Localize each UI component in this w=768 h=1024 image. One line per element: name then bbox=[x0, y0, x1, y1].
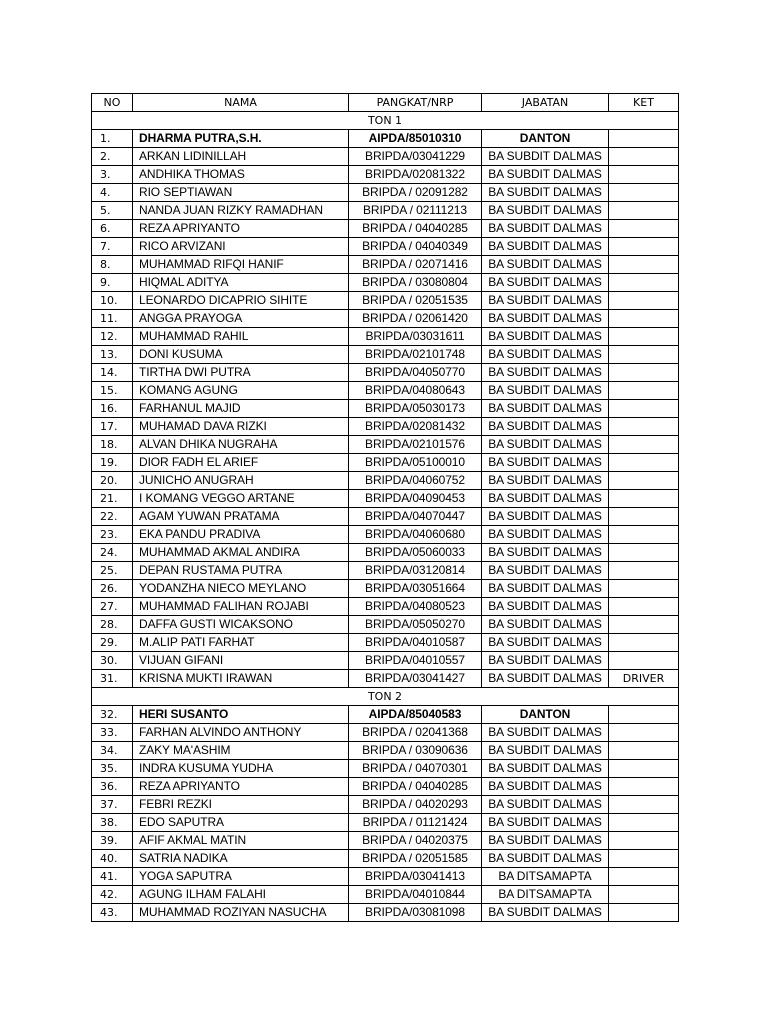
cell-nama: DAFFA GUSTI WICAKSONO bbox=[133, 616, 349, 634]
cell-no: 39. bbox=[92, 832, 133, 850]
cell-no: 29. bbox=[92, 634, 133, 652]
cell-no: 12. bbox=[92, 328, 133, 346]
cell-nama: KOMANG AGUNG bbox=[133, 382, 349, 400]
table-row bbox=[92, 850, 679, 868]
cell-jabatan: BA SUBDIT DALMAS bbox=[482, 832, 609, 850]
cell-pangkat: BRIPDA/04010557 bbox=[349, 652, 482, 670]
table-row bbox=[92, 598, 679, 616]
table-row bbox=[92, 274, 679, 292]
cell-pangkat: BRIPDA/05100010 bbox=[349, 454, 482, 472]
cell-ket bbox=[609, 526, 679, 544]
table-row bbox=[92, 904, 679, 922]
cell-jabatan: BA SUBDIT DALMAS bbox=[482, 724, 609, 742]
cell-pangkat: BRIPDA / 02051535 bbox=[349, 292, 482, 310]
table-row bbox=[92, 220, 679, 238]
section-row bbox=[92, 688, 679, 706]
cell-ket bbox=[609, 562, 679, 580]
cell-nama: ANGGA PRAYOGA bbox=[133, 310, 349, 328]
cell-pangkat: BRIPDA/03041229 bbox=[349, 148, 482, 166]
cell-ket bbox=[609, 778, 679, 796]
cell-pangkat: BRIPDA/04070447 bbox=[349, 508, 482, 526]
table-row bbox=[92, 760, 679, 778]
cell-no: 25. bbox=[92, 562, 133, 580]
cell-ket bbox=[609, 418, 679, 436]
cell-jabatan: BA SUBDIT DALMAS bbox=[482, 760, 609, 778]
cell-ket bbox=[609, 634, 679, 652]
table-row bbox=[92, 364, 679, 382]
cell-nama: MUHAMMAD AKMAL ANDIRA bbox=[133, 544, 349, 562]
cell-ket bbox=[609, 544, 679, 562]
cell-no: 2. bbox=[92, 148, 133, 166]
cell-no: 32. bbox=[92, 706, 133, 724]
cell-no: 43. bbox=[92, 904, 133, 922]
table-row bbox=[92, 148, 679, 166]
cell-jabatan: BA DITSAMAPTA bbox=[482, 886, 609, 904]
cell-nama: MUHAMMAD FALIHAN ROJABI bbox=[133, 598, 349, 616]
cell-no: 18. bbox=[92, 436, 133, 454]
cell-jabatan: BA SUBDIT DALMAS bbox=[482, 220, 609, 238]
cell-ket bbox=[609, 886, 679, 904]
cell-jabatan: BA SUBDIT DALMAS bbox=[482, 814, 609, 832]
header-nama: NAMA bbox=[133, 94, 349, 112]
cell-ket bbox=[609, 346, 679, 364]
cell-ket bbox=[609, 148, 679, 166]
cell-pangkat: BRIPDA/05030173 bbox=[349, 400, 482, 418]
table-row bbox=[92, 166, 679, 184]
cell-no: 42. bbox=[92, 886, 133, 904]
table-row bbox=[92, 526, 679, 544]
cell-nama: FEBRI REZKI bbox=[133, 796, 349, 814]
table-row bbox=[92, 868, 679, 886]
cell-ket bbox=[609, 382, 679, 400]
cell-ket bbox=[609, 238, 679, 256]
cell-jabatan: BA SUBDIT DALMAS bbox=[482, 382, 609, 400]
cell-pangkat: BRIPDA / 04070301 bbox=[349, 760, 482, 778]
cell-ket: DRIVER bbox=[609, 670, 679, 688]
table-row bbox=[92, 490, 679, 508]
cell-jabatan: BA SUBDIT DALMAS bbox=[482, 202, 609, 220]
cell-nama: EDO SAPUTRA bbox=[133, 814, 349, 832]
cell-nama: VIJUAN GIFANI bbox=[133, 652, 349, 670]
cell-ket bbox=[609, 310, 679, 328]
cell-nama: DIOR FADH EL ARIEF bbox=[133, 454, 349, 472]
table-row bbox=[92, 778, 679, 796]
cell-no: 40. bbox=[92, 850, 133, 868]
cell-jabatan: DANTON bbox=[482, 706, 609, 724]
cell-jabatan: BA SUBDIT DALMAS bbox=[482, 562, 609, 580]
cell-pangkat: BRIPDA/04060680 bbox=[349, 526, 482, 544]
cell-no: 8. bbox=[92, 256, 133, 274]
table-row bbox=[92, 742, 679, 760]
table-row bbox=[92, 796, 679, 814]
cell-pangkat: BRIPDA/03041413 bbox=[349, 868, 482, 886]
table-row bbox=[92, 238, 679, 256]
cell-jabatan: BA SUBDIT DALMAS bbox=[482, 184, 609, 202]
table-row bbox=[92, 256, 679, 274]
table-row bbox=[92, 130, 679, 148]
cell-jabatan: BA SUBDIT DALMAS bbox=[482, 364, 609, 382]
table-row bbox=[92, 328, 679, 346]
cell-ket bbox=[609, 742, 679, 760]
cell-nama: EKA PANDU PRADIVA bbox=[133, 526, 349, 544]
cell-ket bbox=[609, 796, 679, 814]
cell-nama: DONI KUSUMA bbox=[133, 346, 349, 364]
cell-ket bbox=[609, 706, 679, 724]
cell-ket bbox=[609, 508, 679, 526]
cell-ket bbox=[609, 454, 679, 472]
cell-no: 36. bbox=[92, 778, 133, 796]
cell-pangkat: BRIPDA / 02041368 bbox=[349, 724, 482, 742]
cell-nama: INDRA KUSUMA YUDHA bbox=[133, 760, 349, 778]
cell-pangkat: AIPDA/85040583 bbox=[349, 706, 482, 724]
section-title: TON 2 bbox=[92, 688, 679, 706]
cell-pangkat: BRIPDA / 04020293 bbox=[349, 796, 482, 814]
cell-ket bbox=[609, 130, 679, 148]
cell-pangkat: BRIPDA/03120814 bbox=[349, 562, 482, 580]
cell-nama: FARHANUL MAJID bbox=[133, 400, 349, 418]
cell-no: 3. bbox=[92, 166, 133, 184]
cell-pangkat: BRIPDA / 02061420 bbox=[349, 310, 482, 328]
table-row bbox=[92, 616, 679, 634]
cell-pangkat: BRIPDA/05060033 bbox=[349, 544, 482, 562]
cell-nama: SATRIA NADIKA bbox=[133, 850, 349, 868]
cell-no: 14. bbox=[92, 364, 133, 382]
header-row bbox=[92, 94, 679, 112]
cell-pangkat: BRIPDA/02101748 bbox=[349, 346, 482, 364]
table-row bbox=[92, 832, 679, 850]
cell-ket bbox=[609, 904, 679, 922]
table-row bbox=[92, 292, 679, 310]
cell-pangkat: BRIPDA/04080523 bbox=[349, 598, 482, 616]
header-no: NO bbox=[92, 94, 133, 112]
table-row bbox=[92, 472, 679, 490]
cell-nama: LEONARDO DICAPRIO SIHITE bbox=[133, 292, 349, 310]
cell-no: 23. bbox=[92, 526, 133, 544]
cell-jabatan: BA SUBDIT DALMAS bbox=[482, 148, 609, 166]
cell-nama: YOGA SAPUTRA bbox=[133, 868, 349, 886]
cell-jabatan: BA SUBDIT DALMAS bbox=[482, 166, 609, 184]
cell-ket bbox=[609, 256, 679, 274]
section-title: TON 1 bbox=[92, 112, 679, 130]
table-row bbox=[92, 580, 679, 598]
cell-jabatan: BA SUBDIT DALMAS bbox=[482, 472, 609, 490]
cell-no: 11. bbox=[92, 310, 133, 328]
cell-ket bbox=[609, 490, 679, 508]
cell-ket bbox=[609, 436, 679, 454]
table-row bbox=[92, 670, 679, 688]
cell-pangkat: BRIPDA/03081098 bbox=[349, 904, 482, 922]
cell-no: 24. bbox=[92, 544, 133, 562]
cell-ket bbox=[609, 652, 679, 670]
cell-no: 33. bbox=[92, 724, 133, 742]
cell-nama: REZA APRIYANTO bbox=[133, 220, 349, 238]
cell-pangkat: BRIPDA / 02091282 bbox=[349, 184, 482, 202]
cell-jabatan: BA SUBDIT DALMAS bbox=[482, 598, 609, 616]
cell-pangkat: BRIPDA/02101576 bbox=[349, 436, 482, 454]
cell-pangkat: BRIPDA / 02111213 bbox=[349, 202, 482, 220]
cell-pangkat: BRIPDA / 04020375 bbox=[349, 832, 482, 850]
cell-no: 38. bbox=[92, 814, 133, 832]
table-row bbox=[92, 400, 679, 418]
header-jabatan: JABATAN bbox=[482, 94, 609, 112]
cell-no: 35. bbox=[92, 760, 133, 778]
cell-ket bbox=[609, 616, 679, 634]
cell-jabatan: BA SUBDIT DALMAS bbox=[482, 508, 609, 526]
cell-jabatan: BA SUBDIT DALMAS bbox=[482, 454, 609, 472]
cell-jabatan: BA SUBDIT DALMAS bbox=[482, 796, 609, 814]
cell-nama: ANDHIKA THOMAS bbox=[133, 166, 349, 184]
cell-jabatan: BA SUBDIT DALMAS bbox=[482, 634, 609, 652]
cell-nama: RIO SEPTIAWAN bbox=[133, 184, 349, 202]
cell-jabatan: BA SUBDIT DALMAS bbox=[482, 436, 609, 454]
cell-nama: AGAM YUWAN PRATAMA bbox=[133, 508, 349, 526]
cell-ket bbox=[609, 328, 679, 346]
cell-no: 41. bbox=[92, 868, 133, 886]
table-row bbox=[92, 562, 679, 580]
cell-pangkat: BRIPDA/04090453 bbox=[349, 490, 482, 508]
cell-ket bbox=[609, 166, 679, 184]
cell-nama: HERI SUSANTO bbox=[133, 706, 349, 724]
cell-jabatan: BA SUBDIT DALMAS bbox=[482, 742, 609, 760]
cell-nama: AFIF AKMAL MATIN bbox=[133, 832, 349, 850]
cell-nama: MUHAMAD DAVA RIZKI bbox=[133, 418, 349, 436]
cell-nama: I KOMANG VEGGO ARTANE bbox=[133, 490, 349, 508]
cell-jabatan: BA DITSAMAPTA bbox=[482, 868, 609, 886]
cell-no: 6. bbox=[92, 220, 133, 238]
cell-jabatan: BA SUBDIT DALMAS bbox=[482, 490, 609, 508]
cell-jabatan: BA SUBDIT DALMAS bbox=[482, 526, 609, 544]
cell-no: 26. bbox=[92, 580, 133, 598]
personnel-table bbox=[91, 93, 679, 922]
cell-nama: REZA APRIYANTO bbox=[133, 778, 349, 796]
cell-pangkat: BRIPDA/04010587 bbox=[349, 634, 482, 652]
cell-pangkat: BRIPDA / 02071416 bbox=[349, 256, 482, 274]
cell-nama: TIRTHA DWI PUTRA bbox=[133, 364, 349, 382]
cell-nama: MUHAMMAD RIFQI HANIF bbox=[133, 256, 349, 274]
table-row bbox=[92, 418, 679, 436]
cell-jabatan: BA SUBDIT DALMAS bbox=[482, 328, 609, 346]
cell-no: 22. bbox=[92, 508, 133, 526]
cell-no: 19. bbox=[92, 454, 133, 472]
table-row bbox=[92, 886, 679, 904]
cell-no: 16. bbox=[92, 400, 133, 418]
cell-pangkat: BRIPDA / 04040285 bbox=[349, 220, 482, 238]
table-row bbox=[92, 544, 679, 562]
cell-no: 30. bbox=[92, 652, 133, 670]
table-row bbox=[92, 814, 679, 832]
cell-no: 15. bbox=[92, 382, 133, 400]
cell-jabatan: BA SUBDIT DALMAS bbox=[482, 346, 609, 364]
header-ket: KET bbox=[609, 94, 679, 112]
cell-nama: ZAKY MA'ASHIM bbox=[133, 742, 349, 760]
cell-ket bbox=[609, 868, 679, 886]
table-row bbox=[92, 382, 679, 400]
cell-pangkat: BRIPDA / 03080804 bbox=[349, 274, 482, 292]
cell-pangkat: BRIPDA/03031611 bbox=[349, 328, 482, 346]
cell-pangkat: BRIPDA/03051664 bbox=[349, 580, 482, 598]
cell-nama: HIQMAL ADITYA bbox=[133, 274, 349, 292]
cell-nama: KRISNA MUKTI IRAWAN bbox=[133, 670, 349, 688]
cell-ket bbox=[609, 580, 679, 598]
cell-no: 31. bbox=[92, 670, 133, 688]
table-row bbox=[92, 202, 679, 220]
cell-ket bbox=[609, 364, 679, 382]
table-row bbox=[92, 436, 679, 454]
cell-ket bbox=[609, 814, 679, 832]
cell-no: 17. bbox=[92, 418, 133, 436]
table-row bbox=[92, 454, 679, 472]
cell-jabatan: BA SUBDIT DALMAS bbox=[482, 274, 609, 292]
table-row bbox=[92, 706, 679, 724]
table-body bbox=[92, 112, 679, 922]
cell-jabatan: BA SUBDIT DALMAS bbox=[482, 652, 609, 670]
cell-no: 9. bbox=[92, 274, 133, 292]
table-row bbox=[92, 346, 679, 364]
cell-nama: ARKAN LIDINILLAH bbox=[133, 148, 349, 166]
table-row bbox=[92, 652, 679, 670]
cell-jabatan: BA SUBDIT DALMAS bbox=[482, 580, 609, 598]
cell-nama: DHARMA PUTRA,S.H. bbox=[133, 130, 349, 148]
cell-nama: JUNICHO ANUGRAH bbox=[133, 472, 349, 490]
cell-pangkat: BRIPDA/02081432 bbox=[349, 418, 482, 436]
cell-nama: MUHAMMAD ROZIYAN NASUCHA bbox=[133, 904, 349, 922]
cell-pangkat: BRIPDA / 03090636 bbox=[349, 742, 482, 760]
cell-nama: DEPAN RUSTAMA PUTRA bbox=[133, 562, 349, 580]
cell-jabatan: BA SUBDIT DALMAS bbox=[482, 778, 609, 796]
cell-ket bbox=[609, 760, 679, 778]
cell-ket bbox=[609, 724, 679, 742]
cell-ket bbox=[609, 472, 679, 490]
table-row bbox=[92, 508, 679, 526]
cell-nama: RICO ARVIZANI bbox=[133, 238, 349, 256]
cell-no: 21. bbox=[92, 490, 133, 508]
table-row bbox=[92, 724, 679, 742]
cell-jabatan: BA SUBDIT DALMAS bbox=[482, 670, 609, 688]
section-row bbox=[92, 112, 679, 130]
cell-no: 4. bbox=[92, 184, 133, 202]
cell-pangkat: BRIPDA/03041427 bbox=[349, 670, 482, 688]
table-row bbox=[92, 184, 679, 202]
cell-no: 7. bbox=[92, 238, 133, 256]
cell-ket bbox=[609, 220, 679, 238]
cell-pangkat: BRIPDA/04060752 bbox=[349, 472, 482, 490]
cell-nama: FARHAN ALVINDO ANTHONY bbox=[133, 724, 349, 742]
cell-jabatan: BA SUBDIT DALMAS bbox=[482, 616, 609, 634]
cell-jabatan: BA SUBDIT DALMAS bbox=[482, 400, 609, 418]
cell-nama: NANDA JUAN RIZKY RAMADHAN bbox=[133, 202, 349, 220]
cell-nama: YODANZHA NIECO MEYLANO bbox=[133, 580, 349, 598]
cell-jabatan: BA SUBDIT DALMAS bbox=[482, 544, 609, 562]
cell-no: 27. bbox=[92, 598, 133, 616]
cell-no: 1. bbox=[92, 130, 133, 148]
cell-jabatan: BA SUBDIT DALMAS bbox=[482, 850, 609, 868]
cell-pangkat: BRIPDA/04050770 bbox=[349, 364, 482, 382]
cell-ket bbox=[609, 598, 679, 616]
cell-pangkat: BRIPDA / 01121424 bbox=[349, 814, 482, 832]
cell-pangkat: AIPDA/85010310 bbox=[349, 130, 482, 148]
cell-no: 28. bbox=[92, 616, 133, 634]
cell-jabatan: DANTON bbox=[482, 130, 609, 148]
cell-pangkat: BRIPDA / 04040285 bbox=[349, 778, 482, 796]
header-pangkat: PANGKAT/NRP bbox=[349, 94, 482, 112]
cell-pangkat: BRIPDA/04010844 bbox=[349, 886, 482, 904]
cell-pangkat: BRIPDA/02081322 bbox=[349, 166, 482, 184]
cell-no: 37. bbox=[92, 796, 133, 814]
cell-no: 10. bbox=[92, 292, 133, 310]
cell-nama: MUHAMMAD RAHIL bbox=[133, 328, 349, 346]
cell-nama: ALVAN DHIKA NUGRAHA bbox=[133, 436, 349, 454]
cell-jabatan: BA SUBDIT DALMAS bbox=[482, 238, 609, 256]
cell-jabatan: BA SUBDIT DALMAS bbox=[482, 292, 609, 310]
cell-ket bbox=[609, 274, 679, 292]
table-row bbox=[92, 634, 679, 652]
cell-ket bbox=[609, 400, 679, 418]
cell-no: 13. bbox=[92, 346, 133, 364]
cell-ket bbox=[609, 832, 679, 850]
cell-pangkat: BRIPDA / 02051585 bbox=[349, 850, 482, 868]
cell-ket bbox=[609, 850, 679, 868]
table-row bbox=[92, 310, 679, 328]
cell-no: 5. bbox=[92, 202, 133, 220]
cell-jabatan: BA SUBDIT DALMAS bbox=[482, 256, 609, 274]
cell-ket bbox=[609, 202, 679, 220]
cell-no: 20. bbox=[92, 472, 133, 490]
cell-pangkat: BRIPDA/04080643 bbox=[349, 382, 482, 400]
cell-jabatan: BA SUBDIT DALMAS bbox=[482, 310, 609, 328]
cell-no: 34. bbox=[92, 742, 133, 760]
cell-nama: AGUNG ILHAM FALAHI bbox=[133, 886, 349, 904]
cell-ket bbox=[609, 184, 679, 202]
cell-pangkat: BRIPDA/05050270 bbox=[349, 616, 482, 634]
cell-pangkat: BRIPDA / 04040349 bbox=[349, 238, 482, 256]
cell-nama: M.ALIP PATI FARHAT bbox=[133, 634, 349, 652]
cell-jabatan: BA SUBDIT DALMAS bbox=[482, 904, 609, 922]
cell-ket bbox=[609, 292, 679, 310]
cell-jabatan: BA SUBDIT DALMAS bbox=[482, 418, 609, 436]
